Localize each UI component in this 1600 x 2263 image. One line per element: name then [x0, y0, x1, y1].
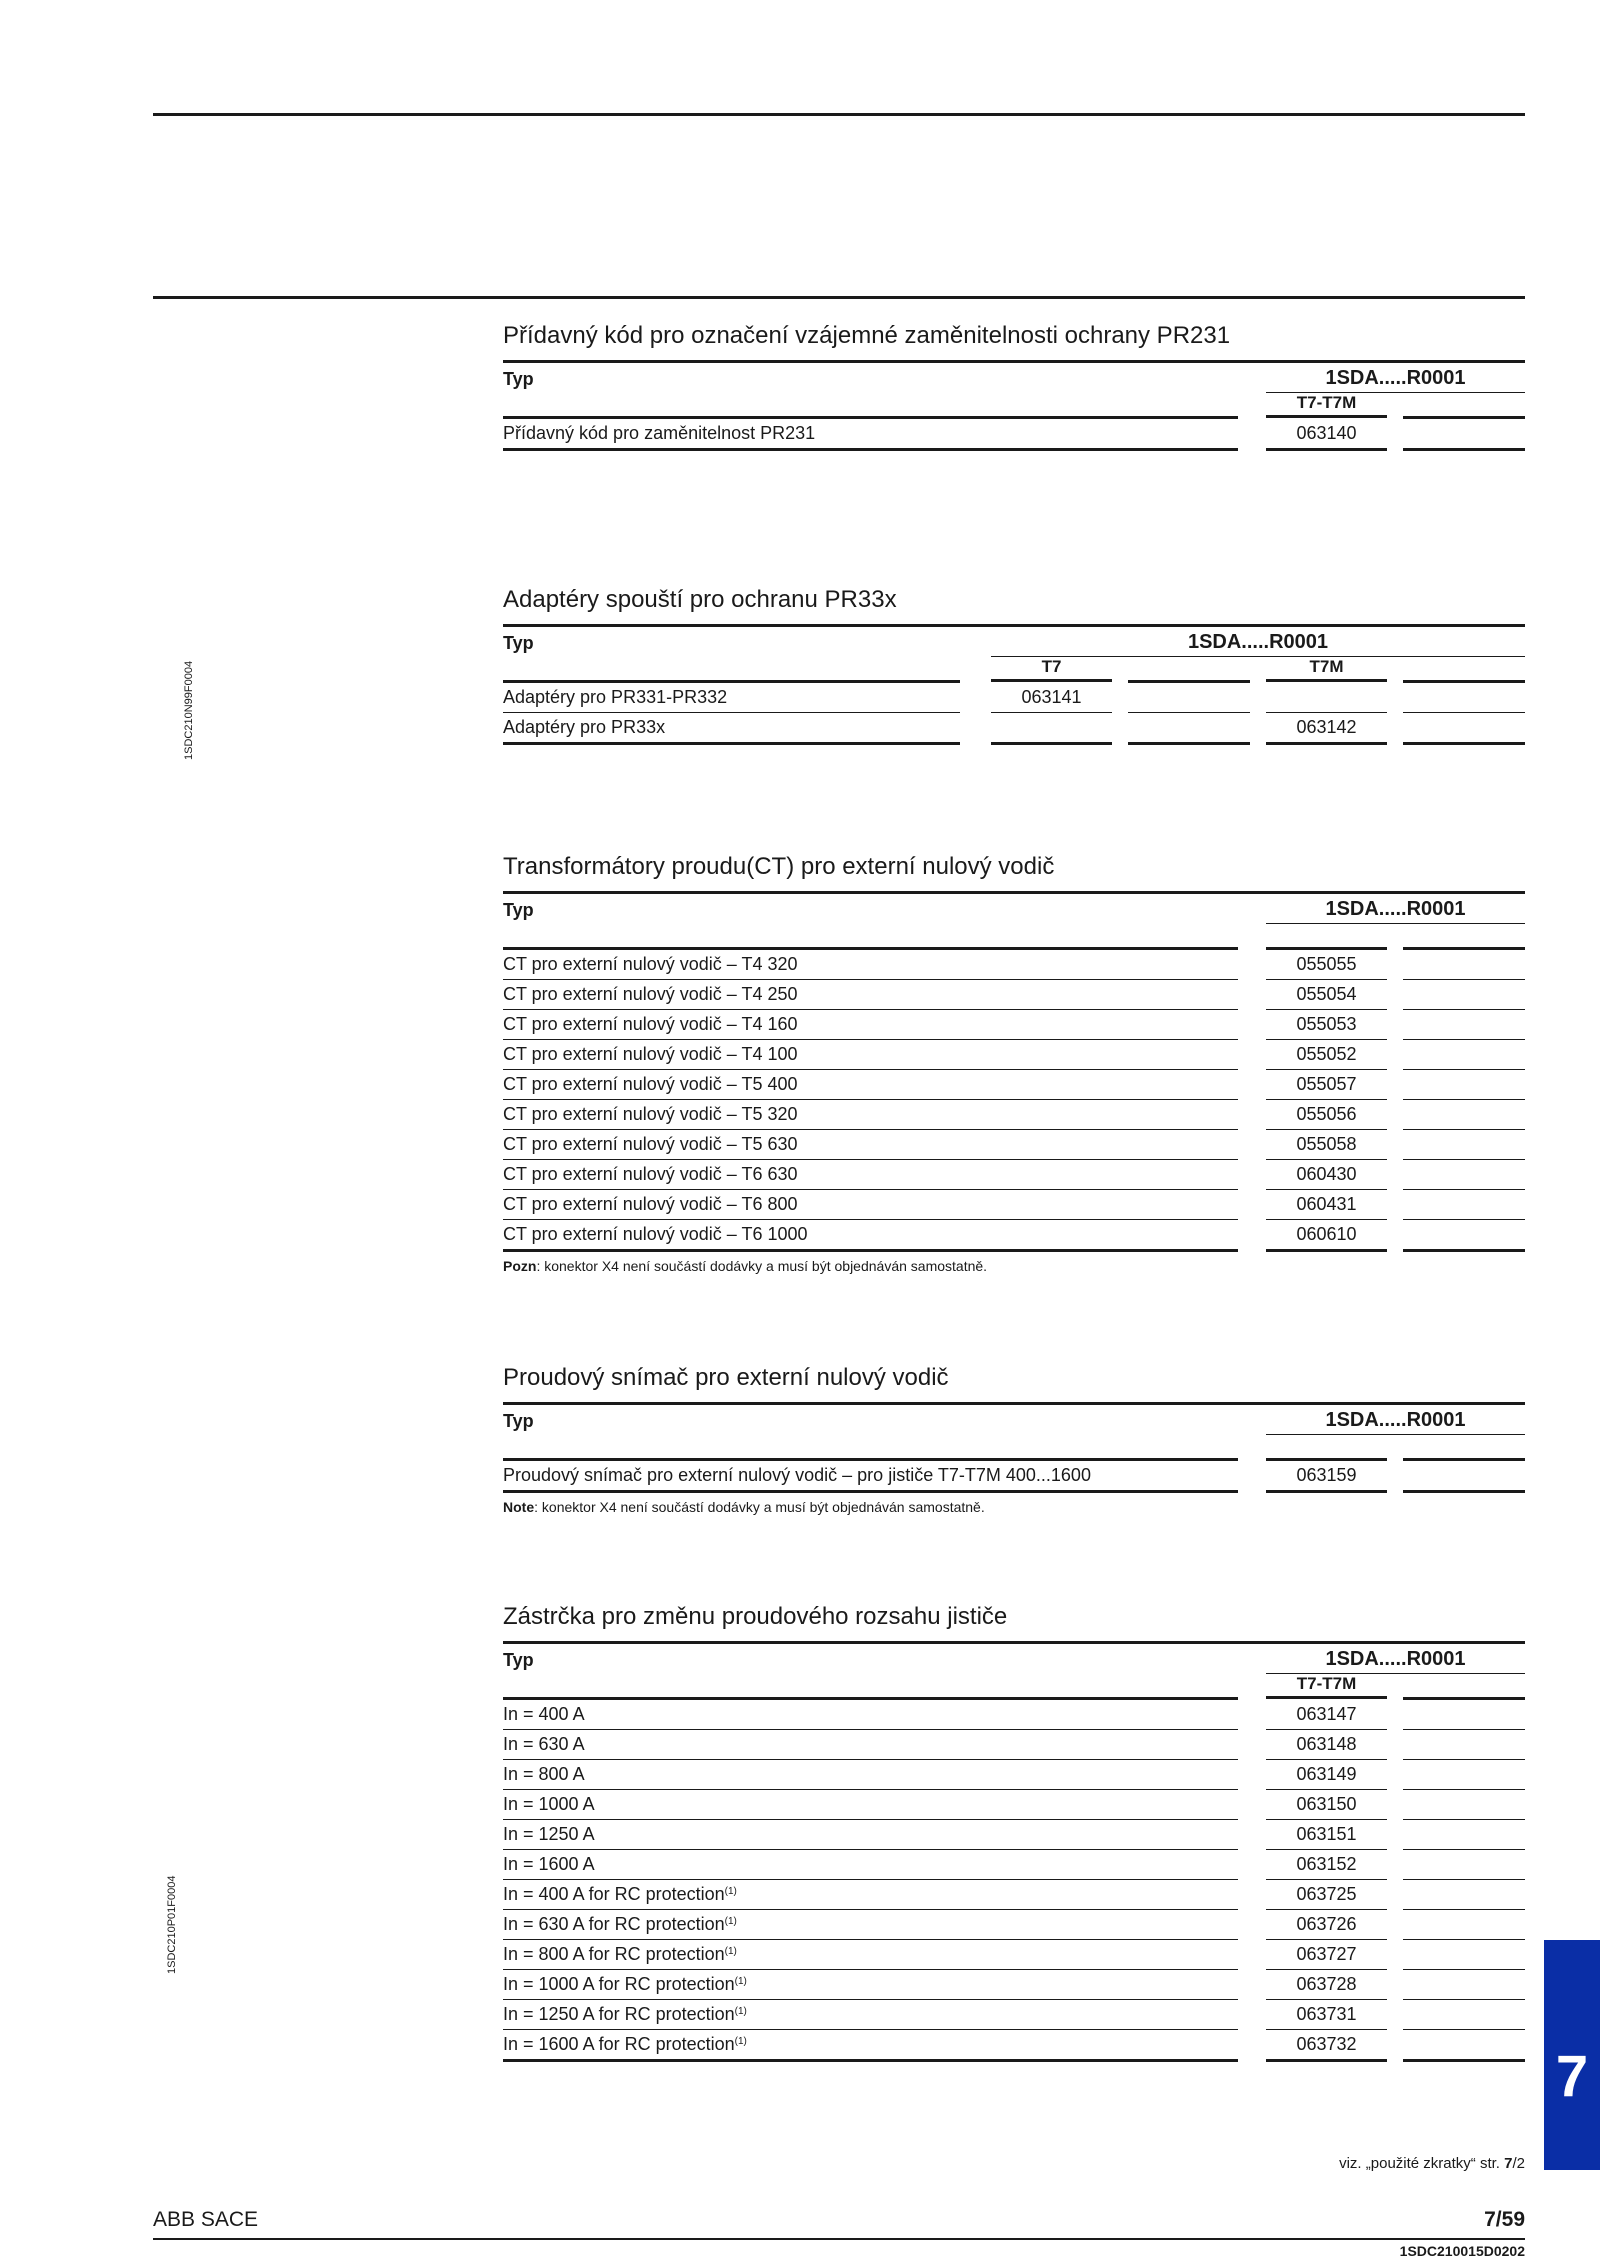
row-code: 063728	[1266, 1970, 1387, 2000]
row-code: 063148	[1266, 1730, 1387, 1760]
row-code: 063159	[1266, 1461, 1387, 1493]
table-row	[503, 1220, 1525, 1250]
table-header	[503, 1641, 1525, 1672]
row-code: 063149	[1266, 1760, 1387, 1790]
row-code: 063732	[1266, 2030, 1387, 2062]
sub-header-t7-t7m: T7-T7M	[1266, 393, 1387, 418]
table-row	[503, 1940, 1525, 1970]
sub-header	[503, 922, 1525, 950]
section-ct	[503, 853, 1525, 1274]
row-code: 055056	[1266, 1100, 1387, 1130]
table-row	[503, 1850, 1525, 1880]
sub-header	[503, 391, 1525, 419]
table-body	[503, 1700, 1525, 2060]
table-row	[503, 1700, 1525, 1730]
row-label: In = 630 A for RC protection$^{(1)}$	[503, 1910, 1238, 1940]
row-label: CT pro externí nulový vodič – T5 400	[503, 1070, 1238, 1100]
table-row	[503, 1461, 1525, 1491]
sub-header	[503, 1672, 1525, 1700]
row-code: 063727	[1266, 1940, 1387, 1970]
row-label: CT pro externí nulový vodič – T4 320	[503, 950, 1238, 980]
sub-header-t7: T7	[991, 657, 1112, 682]
code-header: 1SDA.....R0001	[1266, 367, 1525, 393]
table-row	[503, 1790, 1525, 1820]
row-code: 063725	[1266, 1880, 1387, 1910]
footnote-marker: (1)	[724, 1886, 737, 1897]
row-label: CT pro externí nulový vodič – T5 320	[503, 1100, 1238, 1130]
row-label: Adaptéry pro PR33x	[503, 713, 960, 745]
code-header: 1SDA.....R0001	[991, 631, 1525, 657]
row-code: 063152	[1266, 1850, 1387, 1880]
section-title: Adaptéry spouští pro ochranu PR33x	[503, 586, 897, 613]
row-code: 060430	[1266, 1160, 1387, 1190]
row-code: 055058	[1266, 1130, 1387, 1160]
row-label: CT pro externí nulový vodič – T6 800	[503, 1190, 1238, 1220]
table-row	[503, 1010, 1525, 1040]
row-code-t7m	[1266, 683, 1387, 713]
document-code: 1SDC210015D0202	[1399, 2243, 1525, 2259]
footnote-marker: (1)	[734, 2036, 747, 2047]
table-row	[503, 980, 1525, 1010]
row-label: In = 1000 A	[503, 1790, 1238, 1820]
section-plug	[503, 1603, 1525, 2060]
row-label: In = 1250 A for RC protection$^{(1)}$	[503, 2000, 1238, 2030]
row-label: In = 800 A	[503, 1760, 1238, 1790]
company-name: ABB SACE	[153, 2208, 259, 2231]
top-rule	[153, 113, 1525, 116]
table-row	[503, 1760, 1525, 1790]
sub-header-t7-t7m: T7-T7M	[1266, 1674, 1387, 1699]
chapter-tab: 7	[1544, 1940, 1600, 2170]
row-label: CT pro externí nulový vodič – T4 250	[503, 980, 1238, 1010]
table-row	[503, 1190, 1525, 1220]
table-header	[503, 1402, 1525, 1433]
row-code-t7m: 063142	[1266, 713, 1387, 745]
row-label: Adaptéry pro PR331-PR332	[503, 683, 960, 713]
section-title: Transformátory proudu(CT) pro externí nulový vodič	[503, 853, 1055, 880]
table-row	[503, 683, 1525, 713]
row-code: 060610	[1266, 1220, 1387, 1252]
section-pr33x	[503, 586, 1525, 743]
row-code: 063151	[1266, 1820, 1387, 1850]
table-header	[503, 360, 1525, 391]
row-code: 055054	[1266, 980, 1387, 1010]
table-body	[503, 950, 1525, 1250]
abbreviations-reference: viz. „použité zkratky“ str. 7/2	[1339, 2155, 1525, 2172]
table-row	[503, 950, 1525, 980]
section-title: Přídavný kód pro označení vzájemné zaměnitelnosti ochrany PR231	[503, 322, 1231, 349]
row-code: 055057	[1266, 1070, 1387, 1100]
code-header: 1SDA.....R0001	[1266, 1648, 1525, 1674]
sub-header	[503, 655, 1525, 683]
row-label: CT pro externí nulový vodič – T6 1000	[503, 1220, 1238, 1252]
row-label: In = 1600 A for RC protection$^{(1)}$	[503, 2030, 1238, 2062]
code-header: 1SDA.....R0001	[1266, 898, 1525, 924]
sub-header-t7m: T7M	[1266, 657, 1387, 682]
table-row	[503, 1160, 1525, 1190]
footnote-marker: (1)	[724, 1946, 737, 1957]
row-code: 063147	[1266, 1700, 1387, 1730]
table-row	[503, 2030, 1525, 2060]
typ-label: Typ	[503, 369, 534, 389]
table-header	[503, 891, 1525, 922]
row-code: 063150	[1266, 1790, 1387, 1820]
section-title: Proudový snímač pro externí nulový vodič	[503, 1364, 949, 1391]
row-code: 055052	[1266, 1040, 1387, 1070]
row-label: In = 1600 A	[503, 1850, 1238, 1880]
row-label: In = 400 A	[503, 1700, 1238, 1730]
code-header: 1SDA.....R0001	[1266, 1409, 1525, 1435]
sub-header	[503, 1433, 1525, 1461]
row-label: Proudový snímač pro externí nulový vodič – pro jističe T7-T7M 400...1600	[503, 1461, 1238, 1493]
row-code: 055053	[1266, 1010, 1387, 1040]
table-row	[503, 713, 1525, 743]
row-label: CT pro externí nulový vodič – T4 160	[503, 1010, 1238, 1040]
typ-label: Typ	[503, 1411, 534, 1431]
row-label: CT pro externí nulový vodič – T4 100	[503, 1040, 1238, 1070]
row-label: CT pro externí nulový vodič – T6 630	[503, 1160, 1238, 1190]
typ-label: Typ	[503, 1650, 534, 1670]
row-label: CT pro externí nulový vodič – T5 630	[503, 1130, 1238, 1160]
footnote-marker: (1)	[734, 1976, 747, 1987]
typ-label: Typ	[503, 900, 534, 920]
row-code-t7: 063141	[991, 683, 1112, 713]
row-code: 060431	[1266, 1190, 1387, 1220]
row-label: In = 1000 A for RC protection$^{(1)}$	[503, 1970, 1238, 2000]
table-row	[503, 1730, 1525, 1760]
page-number: 7/59	[1484, 2208, 1525, 2231]
note: Pozn: konektor X4 není součástí dodávky a musí být objednáván samostatně.	[503, 1258, 988, 1274]
table-row	[503, 1970, 1525, 2000]
row-code: 063731	[1266, 2000, 1387, 2030]
table-row	[503, 419, 1525, 449]
footer-rule	[153, 2238, 1525, 2240]
table-row	[503, 1880, 1525, 1910]
table-row	[503, 1820, 1525, 1850]
footnote-marker: (1)	[724, 1916, 737, 1927]
row-label: In = 1250 A	[503, 1820, 1238, 1850]
table-header	[503, 624, 1525, 655]
row-label: Přídavný kód pro zaměnitelnost PR231	[503, 419, 1238, 451]
table-row	[503, 1070, 1525, 1100]
row-label: In = 630 A	[503, 1730, 1238, 1760]
row-code: 063140	[1266, 419, 1387, 451]
section-title: Zástrčka pro změnu proudového rozsahu jističe	[503, 1603, 1008, 1630]
side-label-2: 1SDC210P01F0004	[166, 1875, 178, 1974]
table-row	[503, 1040, 1525, 1070]
footnote-marker: (1)	[734, 2006, 747, 2017]
section-rule	[153, 296, 1525, 299]
row-code-t7	[991, 713, 1112, 745]
section-pr231	[503, 322, 1525, 449]
note: Note: konektor X4 není součástí dodávky a musí být objednáván samostatně.	[503, 1499, 985, 1515]
table-row	[503, 1910, 1525, 1940]
table-row	[503, 1100, 1525, 1130]
table-row	[503, 2000, 1525, 2030]
row-label: In = 400 A for RC protection$^{(1)}$	[503, 1880, 1238, 1910]
section-sensor	[503, 1364, 1525, 1515]
row-code: 063726	[1266, 1910, 1387, 1940]
row-label: In = 800 A for RC protection$^{(1)}$	[503, 1940, 1238, 1970]
side-label-1: 1SDC210N99F0004	[183, 660, 195, 760]
row-code: 055055	[1266, 950, 1387, 980]
typ-label: Typ	[503, 633, 534, 653]
table-row	[503, 1130, 1525, 1160]
